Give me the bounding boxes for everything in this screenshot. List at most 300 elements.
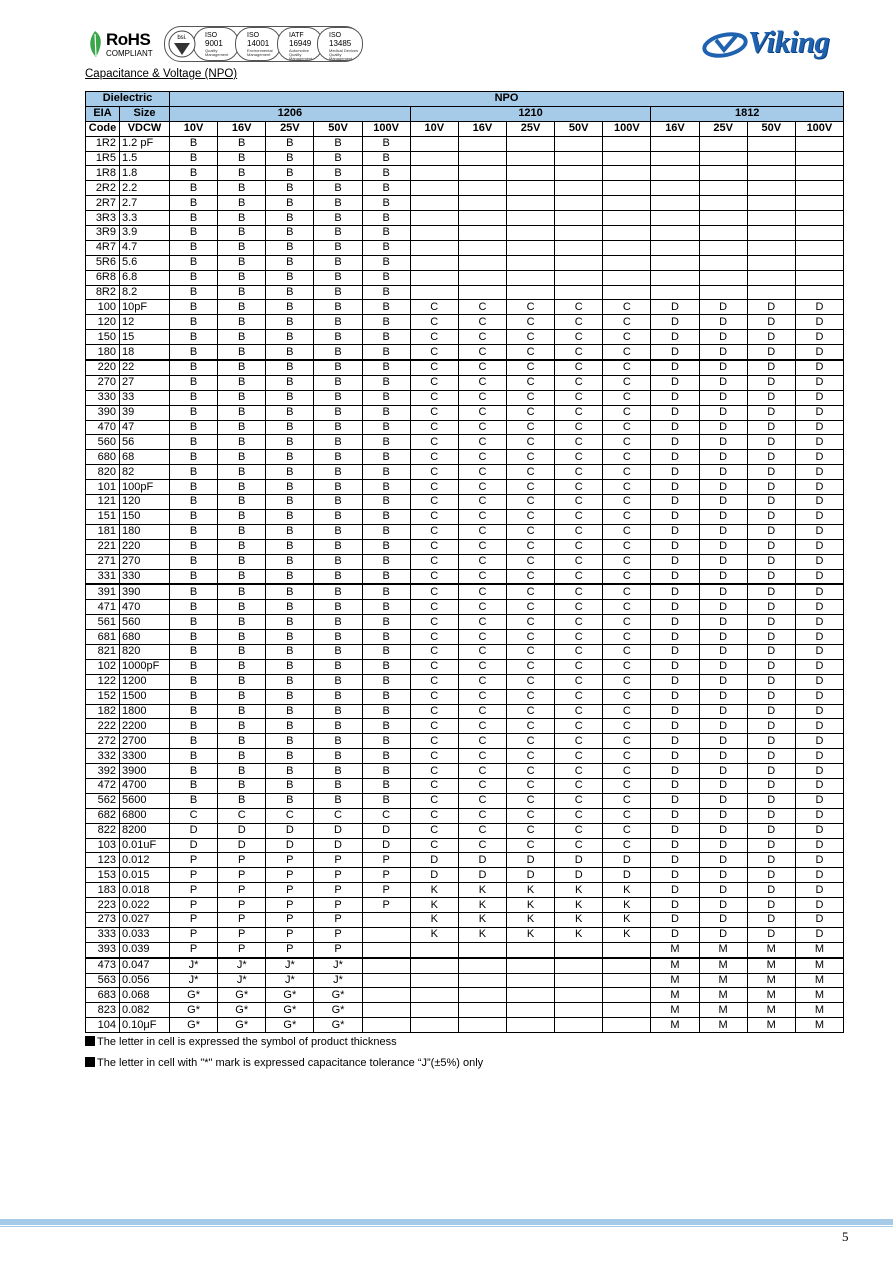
thickness-cell: G*: [218, 1018, 266, 1033]
thickness-cell: B: [170, 524, 218, 539]
thickness-cell: C: [410, 480, 458, 495]
thickness-cell: G*: [266, 1018, 314, 1033]
thickness-cell: D: [795, 659, 843, 674]
thickness-cell: [699, 136, 747, 151]
thickness-cell: D: [699, 420, 747, 435]
capacitance-cell: 3300: [120, 749, 170, 764]
voltage-header: 10V: [410, 121, 458, 136]
thickness-cell: C: [506, 495, 554, 510]
thickness-cell: D: [266, 823, 314, 838]
thickness-cell: D: [747, 450, 795, 465]
thickness-cell: C: [458, 838, 506, 853]
thickness-cell: D: [795, 360, 843, 375]
thickness-cell: [506, 255, 554, 270]
capacitance-cell: 0.068: [120, 988, 170, 1003]
thickness-cell: D: [170, 823, 218, 838]
thickness-cell: C: [555, 524, 603, 539]
thickness-cell: B: [218, 285, 266, 300]
thickness-cell: B: [218, 465, 266, 480]
thickness-cell: D: [747, 704, 795, 719]
thickness-cell: B: [314, 704, 362, 719]
thickness-cell: B: [314, 480, 362, 495]
eia-code-cell: 100: [86, 300, 120, 315]
vdcw-label: VDCW: [120, 121, 170, 136]
thickness-cell: D: [651, 927, 699, 942]
eia-code-cell: 331: [86, 569, 120, 584]
thickness-cell: J*: [170, 958, 218, 973]
thickness-cell: P: [266, 942, 314, 957]
thickness-cell: [555, 958, 603, 973]
thickness-cell: D: [795, 345, 843, 360]
eia-code-cell: 123: [86, 853, 120, 868]
thickness-cell: C: [506, 719, 554, 734]
capacitance-cell: 0.039: [120, 942, 170, 957]
thickness-cell: C: [410, 630, 458, 645]
thickness-cell: B: [266, 255, 314, 270]
thickness-cell: B: [362, 360, 410, 375]
thickness-cell: B: [266, 465, 314, 480]
thickness-cell: C: [410, 719, 458, 734]
thickness-cell: C: [458, 778, 506, 793]
thickness-cell: C: [506, 554, 554, 569]
thickness-cell: B: [170, 659, 218, 674]
thickness-cell: D: [747, 764, 795, 779]
thickness-cell: C: [603, 480, 651, 495]
thickness-cell: B: [266, 181, 314, 196]
thickness-cell: [699, 285, 747, 300]
thickness-cell: B: [218, 211, 266, 226]
capacitance-voltage-table: [85, 91, 844, 1033]
thickness-cell: B: [362, 584, 410, 599]
thickness-cell: D: [651, 450, 699, 465]
thickness-cell: [458, 255, 506, 270]
capacitance-cell: 1.2 pF: [120, 136, 170, 151]
thickness-cell: B: [314, 360, 362, 375]
thickness-cell: D: [747, 315, 795, 330]
thickness-cell: [603, 942, 651, 957]
thickness-cell: B: [266, 330, 314, 345]
thickness-cell: D: [699, 360, 747, 375]
thickness-cell: D: [795, 405, 843, 420]
thickness-cell: [458, 166, 506, 181]
eia-code-cell: 682: [86, 808, 120, 823]
thickness-cell: D: [795, 315, 843, 330]
thickness-cell: B: [170, 255, 218, 270]
table-row: [86, 764, 844, 779]
thickness-cell: [362, 912, 410, 927]
thickness-cell: C: [555, 420, 603, 435]
thickness-cell: D: [651, 644, 699, 659]
table-row: [86, 630, 844, 645]
thickness-cell: D: [795, 808, 843, 823]
thickness-cell: C: [458, 465, 506, 480]
thickness-cell: D: [651, 615, 699, 630]
thickness-cell: D: [314, 838, 362, 853]
thickness-cell: D: [747, 883, 795, 898]
thickness-cell: D: [651, 630, 699, 645]
thickness-cell: K: [506, 898, 554, 913]
table-row: [86, 912, 844, 927]
thickness-cell: B: [266, 480, 314, 495]
thickness-cell: B: [314, 719, 362, 734]
thickness-cell: C: [555, 630, 603, 645]
thickness-cell: [506, 240, 554, 255]
capacitance-cell: 12: [120, 315, 170, 330]
thickness-cell: B: [266, 704, 314, 719]
thickness-cell: B: [170, 226, 218, 241]
eia-code-cell: 5R6: [86, 255, 120, 270]
thickness-cell: B: [170, 315, 218, 330]
thickness-cell: D: [795, 509, 843, 524]
thickness-cell: C: [603, 465, 651, 480]
thickness-cell: K: [555, 927, 603, 942]
thickness-cell: C: [603, 450, 651, 465]
thickness-cell: C: [218, 808, 266, 823]
eia-code-cell: 8R2: [86, 285, 120, 300]
thickness-cell: [555, 285, 603, 300]
thickness-cell: [795, 211, 843, 226]
thickness-cell: B: [218, 151, 266, 166]
capacitance-cell: 2.2: [120, 181, 170, 196]
square-bullet-icon: [85, 1036, 95, 1046]
thickness-cell: C: [555, 793, 603, 808]
thickness-cell: B: [170, 196, 218, 211]
thickness-cell: [410, 240, 458, 255]
table-row: [86, 240, 844, 255]
thickness-cell: B: [266, 719, 314, 734]
thickness-cell: D: [651, 345, 699, 360]
thickness-cell: D: [795, 868, 843, 883]
thickness-cell: C: [506, 689, 554, 704]
thickness-cell: B: [314, 644, 362, 659]
capacitance-cell: 120: [120, 495, 170, 510]
table-row: [86, 270, 844, 285]
thickness-cell: D: [651, 435, 699, 450]
thickness-cell: C: [603, 674, 651, 689]
thickness-cell: B: [362, 734, 410, 749]
thickness-cell: G*: [266, 988, 314, 1003]
thickness-cell: [699, 240, 747, 255]
thickness-cell: D: [651, 674, 699, 689]
thickness-cell: P: [170, 883, 218, 898]
size-label: Size: [120, 106, 170, 121]
thickness-cell: B: [218, 345, 266, 360]
table-row: [86, 838, 844, 853]
thickness-cell: B: [170, 181, 218, 196]
thickness-cell: C: [506, 793, 554, 808]
eia-code-cell: 103: [86, 838, 120, 853]
eia-code-cell: 223: [86, 898, 120, 913]
thickness-cell: C: [458, 509, 506, 524]
thickness-cell: [362, 1018, 410, 1033]
thickness-cell: C: [603, 704, 651, 719]
thickness-cell: C: [458, 495, 506, 510]
thickness-cell: D: [699, 524, 747, 539]
thickness-cell: C: [555, 345, 603, 360]
thickness-cell: [651, 270, 699, 285]
table-row: [86, 465, 844, 480]
thickness-cell: [651, 285, 699, 300]
thickness-cell: D: [747, 749, 795, 764]
thickness-cell: M: [795, 942, 843, 957]
capacitance-cell: 180: [120, 524, 170, 539]
thickness-cell: B: [362, 151, 410, 166]
thickness-cell: B: [362, 330, 410, 345]
thickness-cell: [410, 285, 458, 300]
thickness-cell: [747, 255, 795, 270]
thickness-cell: C: [603, 495, 651, 510]
thickness-cell: P: [314, 927, 362, 942]
capacitance-cell: 220: [120, 539, 170, 554]
table-row: [86, 509, 844, 524]
table-row: [86, 823, 844, 838]
thickness-cell: [410, 226, 458, 241]
thickness-cell: [603, 166, 651, 181]
thickness-cell: D: [747, 330, 795, 345]
thickness-cell: B: [170, 704, 218, 719]
thickness-cell: C: [603, 823, 651, 838]
thickness-cell: C: [410, 584, 458, 599]
thickness-cell: B: [314, 330, 362, 345]
thickness-cell: D: [651, 823, 699, 838]
thickness-cell: D: [795, 420, 843, 435]
thickness-cell: D: [699, 838, 747, 853]
thickness-cell: C: [506, 420, 554, 435]
thickness-cell: B: [362, 405, 410, 420]
thickness-cell: B: [362, 315, 410, 330]
thickness-cell: C: [555, 734, 603, 749]
thickness-cell: B: [170, 330, 218, 345]
thickness-cell: B: [170, 211, 218, 226]
thickness-cell: D: [651, 600, 699, 615]
capacitance-cell: 1.8: [120, 166, 170, 181]
thickness-cell: B: [362, 390, 410, 405]
capacitance-cell: 82: [120, 465, 170, 480]
thickness-cell: K: [603, 883, 651, 898]
thickness-cell: M: [795, 988, 843, 1003]
thickness-cell: B: [314, 151, 362, 166]
thickness-cell: D: [795, 450, 843, 465]
thickness-cell: D: [651, 734, 699, 749]
thickness-cell: C: [506, 539, 554, 554]
thickness-cell: D: [747, 554, 795, 569]
thickness-cell: D: [747, 853, 795, 868]
thickness-cell: D: [555, 868, 603, 883]
thickness-cell: C: [555, 704, 603, 719]
thickness-cell: C: [362, 808, 410, 823]
thickness-cell: P: [266, 912, 314, 927]
thickness-cell: C: [603, 554, 651, 569]
table-row: [86, 689, 844, 704]
thickness-cell: B: [314, 749, 362, 764]
thickness-cell: C: [555, 808, 603, 823]
thickness-cell: D: [699, 554, 747, 569]
thickness-cell: [506, 285, 554, 300]
thickness-cell: B: [170, 569, 218, 584]
thickness-cell: D: [699, 569, 747, 584]
thickness-cell: D: [795, 838, 843, 853]
thickness-cell: [699, 166, 747, 181]
thickness-cell: B: [362, 509, 410, 524]
thickness-cell: C: [410, 405, 458, 420]
thickness-cell: B: [218, 509, 266, 524]
thickness-cell: [603, 151, 651, 166]
thickness-cell: B: [314, 390, 362, 405]
thickness-cell: B: [266, 345, 314, 360]
thickness-cell: P: [362, 853, 410, 868]
thickness-cell: C: [506, 360, 554, 375]
thickness-cell: B: [170, 554, 218, 569]
thickness-cell: B: [218, 764, 266, 779]
thickness-cell: M: [699, 958, 747, 973]
thickness-cell: [458, 988, 506, 1003]
thickness-cell: B: [362, 524, 410, 539]
thickness-cell: D: [651, 912, 699, 927]
thickness-cell: B: [362, 450, 410, 465]
thickness-cell: P: [170, 898, 218, 913]
thickness-cell: B: [266, 584, 314, 599]
thickness-cell: B: [170, 764, 218, 779]
thickness-cell: D: [314, 823, 362, 838]
thickness-cell: B: [362, 778, 410, 793]
capacitance-cell: 47: [120, 420, 170, 435]
table-row: [86, 973, 844, 988]
thickness-cell: B: [218, 166, 266, 181]
thickness-cell: [699, 226, 747, 241]
thickness-cell: K: [506, 927, 554, 942]
thickness-cell: B: [314, 778, 362, 793]
thickness-cell: D: [699, 689, 747, 704]
thickness-cell: D: [410, 868, 458, 883]
thickness-cell: P: [170, 927, 218, 942]
capacitance-cell: 560: [120, 615, 170, 630]
thickness-cell: [410, 958, 458, 973]
thickness-cell: B: [362, 196, 410, 211]
eia-code-cell: 683: [86, 988, 120, 1003]
thickness-cell: B: [266, 450, 314, 465]
thickness-cell: C: [506, 674, 554, 689]
thickness-cell: D: [699, 584, 747, 599]
thickness-cell: D: [747, 898, 795, 913]
table-row: [86, 644, 844, 659]
thickness-cell: D: [747, 689, 795, 704]
capacitance-cell: 56: [120, 435, 170, 450]
thickness-cell: B: [266, 734, 314, 749]
thickness-cell: B: [266, 674, 314, 689]
table-row: [86, 988, 844, 1003]
thickness-cell: B: [266, 390, 314, 405]
cert-iso9001: ISO 9001 Quality Management: [193, 27, 239, 61]
thickness-cell: B: [170, 375, 218, 390]
table-row: [86, 196, 844, 211]
capacitance-cell: 18: [120, 345, 170, 360]
capacitance-cell: 2.7: [120, 196, 170, 211]
voltage-header: 25V: [266, 121, 314, 136]
thickness-cell: P: [170, 942, 218, 957]
thickness-cell: [795, 181, 843, 196]
size-1812: 1812: [651, 106, 844, 121]
thickness-cell: C: [603, 719, 651, 734]
thickness-cell: [506, 270, 554, 285]
thickness-cell: [555, 1018, 603, 1033]
thickness-cell: B: [218, 539, 266, 554]
thickness-cell: C: [506, 450, 554, 465]
eia-code-cell: 821: [86, 644, 120, 659]
thickness-cell: B: [314, 435, 362, 450]
voltage-header: 16V: [651, 121, 699, 136]
eia-code-cell: 822: [86, 823, 120, 838]
thickness-cell: B: [170, 495, 218, 510]
thickness-cell: C: [603, 569, 651, 584]
thickness-cell: D: [699, 749, 747, 764]
thickness-cell: [747, 285, 795, 300]
thickness-cell: J*: [314, 958, 362, 973]
thickness-cell: B: [362, 704, 410, 719]
voltage-header: 25V: [699, 121, 747, 136]
thickness-cell: C: [458, 375, 506, 390]
thickness-cell: D: [795, 375, 843, 390]
thickness-cell: P: [314, 883, 362, 898]
thickness-cell: D: [651, 704, 699, 719]
thickness-cell: B: [362, 166, 410, 181]
thickness-cell: D: [651, 495, 699, 510]
capacitance-cell: 2700: [120, 734, 170, 749]
eia-code-cell: 681: [86, 630, 120, 645]
thickness-cell: B: [362, 539, 410, 554]
capacitance-cell: 6800: [120, 808, 170, 823]
thickness-cell: B: [362, 240, 410, 255]
thickness-cell: B: [218, 659, 266, 674]
thickness-cell: B: [218, 793, 266, 808]
thickness-cell: B: [314, 285, 362, 300]
eia-code-cell: 1R8: [86, 166, 120, 181]
svg-text:bsi.: bsi.: [177, 35, 187, 41]
thickness-cell: B: [266, 600, 314, 615]
thickness-cell: B: [362, 793, 410, 808]
thickness-cell: K: [458, 927, 506, 942]
thickness-cell: D: [795, 300, 843, 315]
capacitance-cell: 1200: [120, 674, 170, 689]
bsi-kitemark-icon: [168, 30, 196, 58]
thickness-cell: D: [651, 360, 699, 375]
thickness-cell: B: [170, 450, 218, 465]
thickness-cell: M: [651, 942, 699, 957]
thickness-cell: B: [266, 151, 314, 166]
thickness-cell: [410, 270, 458, 285]
thickness-cell: C: [506, 465, 554, 480]
thickness-cell: P: [314, 898, 362, 913]
thickness-cell: D: [747, 509, 795, 524]
thickness-cell: D: [747, 600, 795, 615]
thickness-cell: D: [747, 495, 795, 510]
thickness-cell: P: [362, 883, 410, 898]
thickness-cell: B: [170, 345, 218, 360]
thickness-cell: K: [603, 912, 651, 927]
thickness-cell: B: [266, 778, 314, 793]
eia-code-cell: 680: [86, 450, 120, 465]
thickness-cell: D: [699, 927, 747, 942]
thickness-cell: C: [458, 435, 506, 450]
thickness-cell: [603, 136, 651, 151]
thickness-cell: D: [795, 898, 843, 913]
thickness-cell: B: [218, 674, 266, 689]
thickness-cell: P: [266, 883, 314, 898]
thickness-cell: [506, 226, 554, 241]
eia-code-cell: 220: [86, 360, 120, 375]
thickness-cell: C: [458, 793, 506, 808]
thickness-cell: [506, 958, 554, 973]
thickness-cell: B: [218, 734, 266, 749]
